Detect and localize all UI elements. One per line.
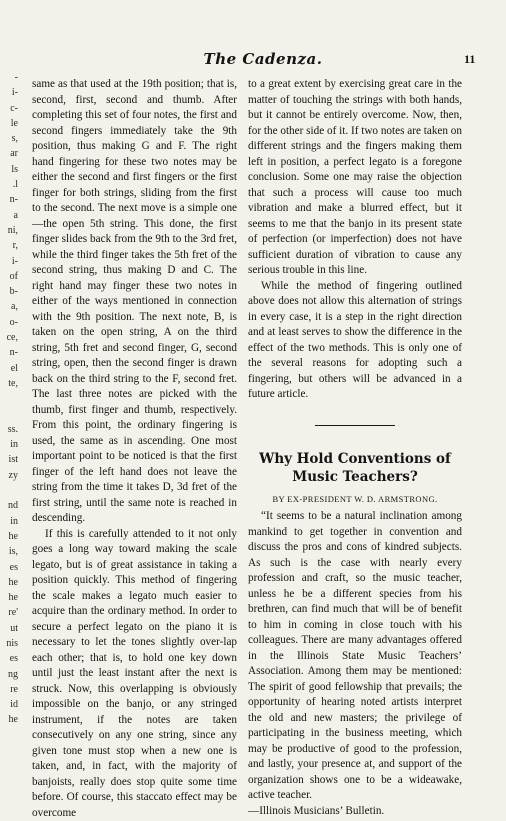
margin-fragment: ls bbox=[0, 162, 18, 177]
margin-fragment: a, bbox=[0, 299, 18, 314]
margin-fragment: in bbox=[0, 514, 18, 529]
margin-fragment bbox=[0, 483, 18, 498]
margin-fragment: i- bbox=[0, 85, 18, 100]
margin-fragment: he bbox=[0, 590, 18, 605]
margin-fragment: ng bbox=[0, 667, 18, 682]
margin-fragment: he bbox=[0, 529, 18, 544]
margin-fragment: a bbox=[0, 208, 18, 223]
margin-fragment: ist bbox=[0, 452, 18, 467]
margin-fragment: ar bbox=[0, 146, 18, 161]
margin-fragment: i- bbox=[0, 254, 18, 269]
margin-fragment bbox=[0, 407, 18, 422]
margin-fragment: ss. bbox=[0, 422, 18, 437]
margin-fragment: n- bbox=[0, 192, 18, 207]
margin-fragment: - bbox=[0, 70, 18, 85]
page-header bbox=[0, 50, 506, 72]
margin-fragment: ni, bbox=[0, 223, 18, 238]
left-column bbox=[32, 77, 237, 821]
section-divider bbox=[315, 425, 395, 426]
margin-fragment: in bbox=[0, 437, 18, 452]
margin-fragment: c- bbox=[0, 101, 18, 116]
paragraph: While the method of fingering outlined above does not allow this alternation of strings in every case, it is a step in the right direction and at least serves to show the difference in the effect of the two methods. This is only one of the several reasons for adopting such a fingering, but others will be advanced in a future article. bbox=[248, 279, 462, 403]
margin-fragment bbox=[0, 391, 18, 406]
margin-fragment: he bbox=[0, 712, 18, 727]
margin-fragment: .l bbox=[0, 177, 18, 192]
margin-fragment: es bbox=[0, 651, 18, 666]
margin-fragment: nd bbox=[0, 498, 18, 513]
article-byline: BY EX-PRESIDENT W. D. ARMSTRONG. bbox=[248, 492, 462, 508]
page-number: 11 bbox=[464, 52, 475, 67]
margin-fragment: s, bbox=[0, 131, 18, 146]
paragraph: same as that used at the 19th position; that is, second, first, second and thumb. After completing this set of four notes, the first and second fingers immediately take the 9th position, thus making G and F. The right hand fingering for these two notes may be either the second and first fingers or the first finger for both strings, sliding from the first to the second. The next move is a simple one—the open 5th string. This done, the first finger slides back from the 9th to the 3rd fret, while the third finger takes the 5th fret of the second string, thus making D and C. The right hand may finger these two notes in either of the ways mentioned in connection with the 9th position. The next note, B, is taken on the open string, A on the third string, 5th fret and second finger, G, second string, open, then the second finger is drawn back on the third string to the F, second fret. The last three notes are picked with the thumb, first finger and thumb, respectively. From this point, the ordinary fingering is used, the same as in ascending. One most important point to be noticed is that the first finger of the left hand does not leave the string from the time it takes D, 3d fret of the first string, until the same note is reached in descending. bbox=[32, 77, 237, 527]
margin-fragment: b- bbox=[0, 284, 18, 299]
right-column bbox=[248, 77, 462, 819]
margin-fragment: re' bbox=[0, 605, 18, 620]
margin-fragment: le bbox=[0, 116, 18, 131]
paragraph: “It seems to be a natural inclination among mankind to get together in convention and discuss the pros and cons of kindred subjects. As such is the case with nearly every profession and craft, so the music teacher, unless he be a different species from his brethren, can find much that will be of benefit to him in coming in close touch with his colleagues. There are many advantages offered in the Illinois State Music Teachers’ Association. Among them may be mentioned: The spirit of good fellowship that prevails; the opportunity of hearing noted artists interpret the old and new masters; the privilege of participating in the business meeting, which may be productive of good to the profession, and lastly, your presence at, and support of the organization shows one to be a wideawake, active teacher. bbox=[248, 509, 462, 804]
margin-fragment: n- bbox=[0, 345, 18, 360]
margin-fragment: ce, bbox=[0, 330, 18, 345]
margin-fragment: es bbox=[0, 560, 18, 575]
adjacent-page-margin bbox=[0, 70, 18, 735]
source-attribution: —Illinois Musicians’ Bulletin. bbox=[248, 804, 462, 820]
article-title: Why Hold Conventions of Music Teachers? bbox=[248, 450, 462, 486]
margin-fragment: is, bbox=[0, 544, 18, 559]
margin-fragment: id bbox=[0, 697, 18, 712]
margin-fragment: el bbox=[0, 361, 18, 376]
margin-fragment: he bbox=[0, 575, 18, 590]
margin-fragment: zy bbox=[0, 468, 18, 483]
margin-fragment: nis bbox=[0, 636, 18, 651]
margin-fragment: ut bbox=[0, 621, 18, 636]
journal-title: The Cadenza. bbox=[200, 50, 326, 68]
margin-fragment: o- bbox=[0, 315, 18, 330]
margin-fragment: r, bbox=[0, 238, 18, 253]
margin-fragment: re bbox=[0, 682, 18, 697]
margin-fragment: of bbox=[0, 269, 18, 284]
margin-fragment: te, bbox=[0, 376, 18, 391]
paragraph: to a great extent by exercising great care in the matter of touching the strings with both hands, but it cannot be entirely overcome. Now, then, for the other side of it. If two notes are taken on different strings and the fingers making them left in position, a perfect legato is a foregone conclusion. Some one may raise the objection that such a process will cause too much vibration and make a blurred effect, but it seems to me that the banjo in its present state of perfection (or imperfection) does not have sufficient duration of vibration to cause any serious trouble in this line. bbox=[248, 77, 462, 279]
paragraph: If this is carefully attended to it not only goes a long way toward making the scale legato, but is of great assistance in taking a position quickly. This method of fingering the scale makes a legato much easier to acquire than the ordinary method. In order to secure a perfect legato on the piano it is necessary to let the tones slightly over-lap each other; that is, to hold one key down until just the least instant after the next is struck. Now, this overlapping is obviously impossible on the banjo, or any stringed instrument, if the notes are taken consecutively on any one string, since any given tone must stop when a new one is taken, and, in fact, with the majority of banjoists, really does stop quite some time before. Of course, this staccato effect may be overcome bbox=[32, 527, 237, 821]
